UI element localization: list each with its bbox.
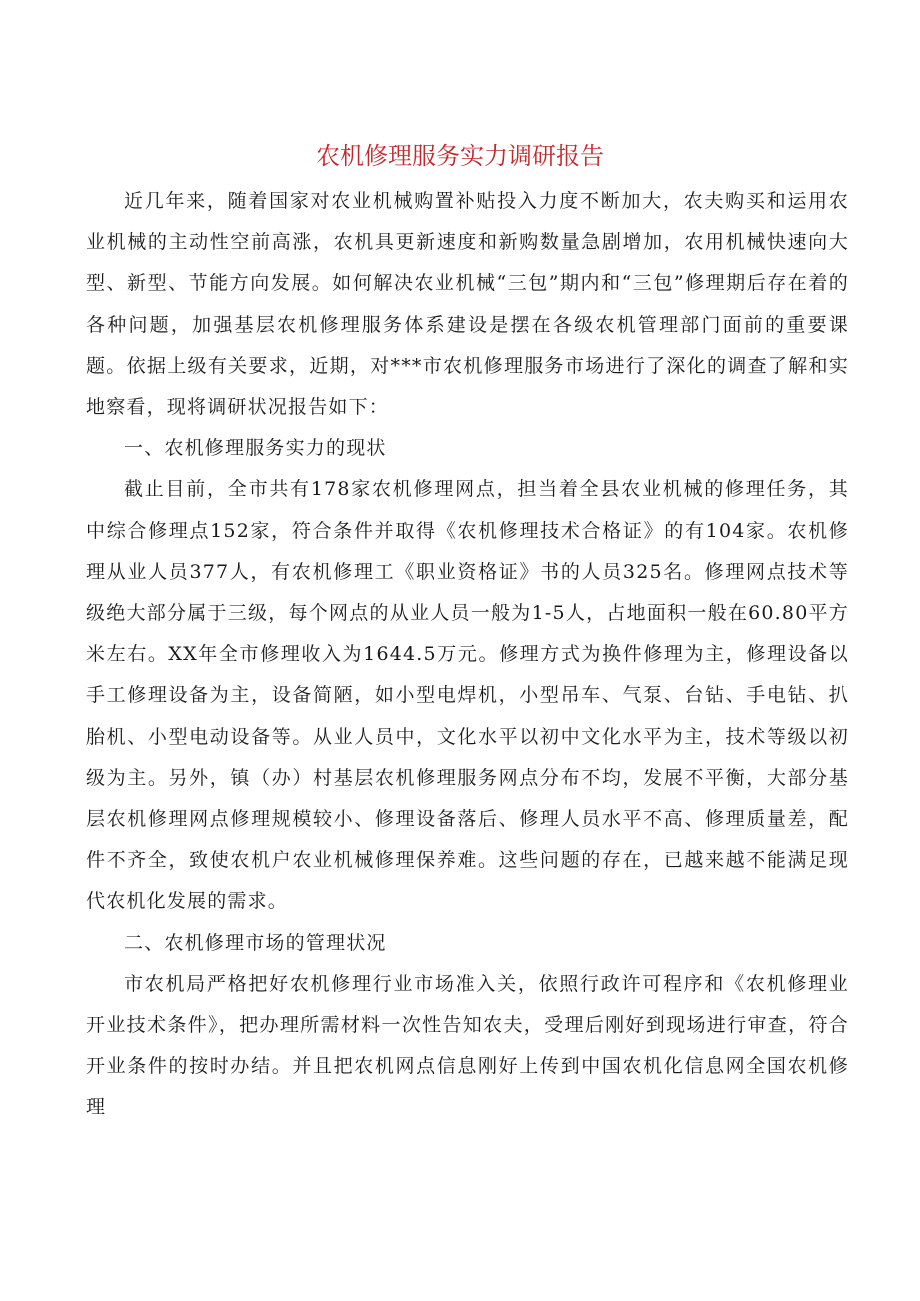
document-body [86,181,849,1129]
management-paragraph: 市农机局严格把好农机修理行业市场准入关，依照行政许可程序和《农机修理业开业技术条件》，把办理所需材料一次性告知农夫，受理后刚好到现场进行审查，符合开业条件的按时办结。并且把农机网点信息刚好上传到中国农机化信息网全国农机修理 [86,972,849,1119]
intro-paragraph: 近几年来，随着国家对农业机械购置补贴投入力度不断加大，农夫购买和运用农业机械的主动性空前高涨，农机具更新速度和新购数量急剧增加，农用机械快速向大型、新型、节能方向发展。如何解决农业机械“三包”期内和“三包”修理期后存在着的各种问题，加强基层农机修理服务体系建设是摆在各级农机管理部门面前的重要课题。依据上级有关要求，近期，对***市农机修理服务市场进行了深化的调查了解和实地察看，现将调研状况报告如下： [86,190,849,419]
section-heading-1: 一、农机修理服务实力的现状 [124,437,387,460]
section-heading-2: 二、农机修理市场的管理状况 [124,931,387,954]
status-paragraph: 截止目前，全市共有178家农机修理网点，担当着全县农业机械的修理任务，其中综合修理点152家，符合条件并取得《农机修理技术合格证》的有104家。农机修理从业人员377人，有农机修理工《职业资格证》书的人员325名。修理网点技术等级绝大部分属于三级，每个网点的从业人员一般为1-5人，占地面积一般在60.80平方米左右。XX年全市修理收入为1644.5万元。修理方式为换件修理为主，修理设备以手工修理设备为主，设备简陋，如小型电焊机，小型吊车、气泵、台钻、手电钻、扒胎机、小型电动设备等。从业人员中，文化水平以初中文化水平为主，技术等级以初级为主。另外，镇（办）村基层农机修理服务网点分布不均，发展不平衡，大部分基层农机修理网点修理规模较小、修理设备落后、修理人员水平不高、修理质量差，配件不齐全，致使农机户农业机械修理保养难。这些问题的存在，已越来越不能满足现代农机化发展的需求。 [86,478,849,913]
document-title: 农机修理服务实力调研报告 [316,142,604,170]
